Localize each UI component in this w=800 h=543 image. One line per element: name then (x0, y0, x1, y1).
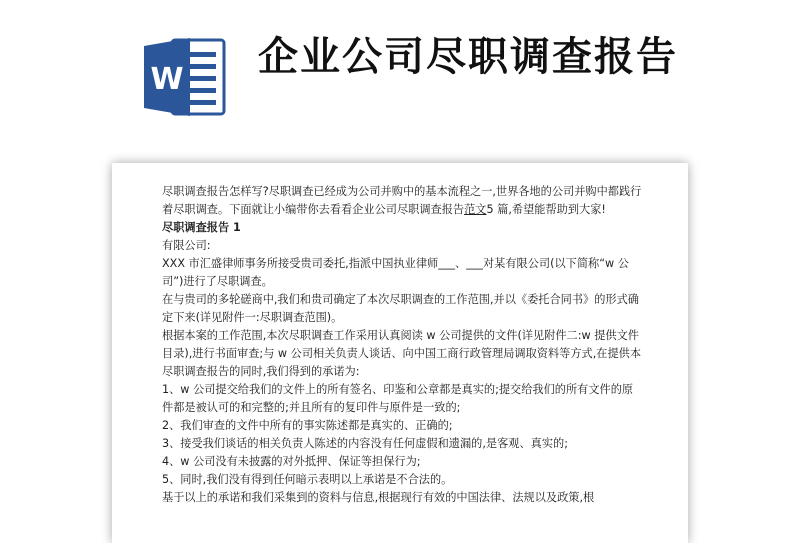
word-document-icon (142, 34, 228, 120)
body-paragraph-5: 1、w 公司提交给我们的文件上的所有签名、印鉴和公章都是真实的;提交给我们的所有文件的原件都是被认可的和完整的;并且所有的复印件与原件是一致的; (162, 383, 634, 414)
intro-paragraph (162, 183, 642, 219)
intro-text-b: 5 篇,希望能帮助到大家! (486, 203, 606, 216)
body-paragraph-1: 有限公司: (162, 239, 211, 252)
body-paragraph-7: 3、接受我们谈话的相关负责人陈述的内容没有任何虚假和遗漏的,是客观、真实的; (162, 437, 569, 450)
body-paragraph-9: 5、同时,我们没有得到任何暗示表明以上承诺是不合法的。 (162, 473, 453, 486)
body-paragraph-6: 2、我们审查的文件中所有的事实陈述都是真实的、正确的; (162, 419, 453, 432)
body-paragraph-3: 在与贵司的多轮磋商中,我们和贵司确定了本次尽职调查的工作范围,并以《委托合同书》的形式确定下来(详见附件一:尽职调查范围)。 (162, 293, 639, 324)
word-icon-letter: W (150, 62, 184, 97)
body-paragraph-2: XXX 市汇盛律师事务所接受贵司委托,指派中国执业律师___、___对某有限公司(以下简称“w 公司”)进行了尽职调查。 (162, 257, 629, 288)
section-heading: 尽职调查报告 1 (162, 221, 241, 234)
document-body (162, 183, 642, 507)
intro-link[interactable]: 范文 (464, 203, 487, 216)
intro-text-a: 尽职调查报告怎样写?尽职调查已经成为公司并购中的基本流程之一,世界各地的公司并购中都践行着尽职调查。下面就让小编带你去看看企业公司尽职调查报告 (162, 185, 642, 216)
body-paragraph-4: 根据本案的工作范围,本次尽职调查工作采用认真阅读 w 公司提供的文件(详见附件二:w 提供文件目录),进行书面审查;与 w 公司相关负责人谈话、向中国工商行政管理局调取资料等方式,在提供本尽职调查报告的同时,我们得到的承诺为: (162, 329, 642, 378)
document-title: 企业公司尽职调查报告 (258, 34, 678, 80)
body-paragraph-10: 基于以上的承诺和我们采集到的资料与信息,根据现行有效的中国法律、法规以及政策,根 (162, 491, 595, 504)
body-paragraph-8: 4、w 公司没有未披露的对外抵押、保证等担保行为; (162, 455, 421, 468)
header-band (0, 0, 800, 160)
